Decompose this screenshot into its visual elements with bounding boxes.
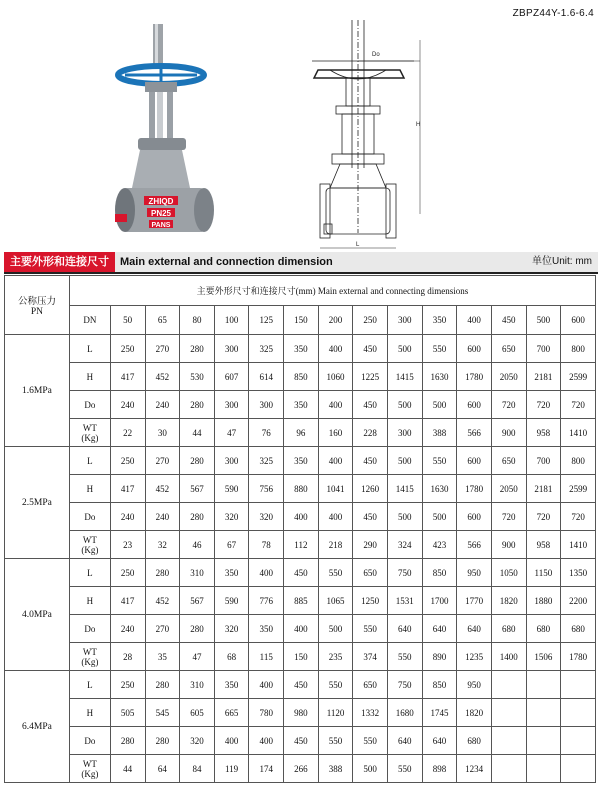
table-cell: 28 xyxy=(110,643,145,671)
table-cell: 1410 xyxy=(561,531,596,559)
table-cell: 680 xyxy=(457,727,492,755)
table-cell: 1234 xyxy=(457,755,492,783)
table-row xyxy=(5,671,596,699)
dn-value: 100 xyxy=(214,306,249,335)
table-cell: 776 xyxy=(249,587,284,615)
section-title-en: Main external and connection dimension xyxy=(120,256,333,268)
table-cell: 890 xyxy=(422,643,457,671)
table-cell: 417 xyxy=(110,475,145,503)
dimension-table xyxy=(4,275,596,783)
table-cell: 280 xyxy=(180,335,215,363)
table-cell: 250 xyxy=(110,335,145,363)
table-cell: 240 xyxy=(145,391,180,419)
table-cell: 150 xyxy=(284,643,319,671)
table-cell: 250 xyxy=(110,671,145,699)
row-label: Do xyxy=(69,391,110,419)
valve-photo xyxy=(115,24,214,232)
table-cell: 280 xyxy=(180,615,215,643)
table-cell: 680 xyxy=(526,615,561,643)
table-cell xyxy=(526,727,561,755)
table-cell: 850 xyxy=(422,559,457,587)
table-cell: 417 xyxy=(110,587,145,615)
table-cell: 650 xyxy=(353,559,388,587)
table-cell: 400 xyxy=(284,503,319,531)
table-cell xyxy=(561,671,596,699)
table-cell: 566 xyxy=(457,419,492,447)
table-cell: 450 xyxy=(353,447,388,475)
table-row xyxy=(5,447,596,475)
drawing-label-do: Do xyxy=(372,52,380,58)
dn-value: 200 xyxy=(318,306,353,335)
table-cell: 47 xyxy=(214,419,249,447)
table-cell: 607 xyxy=(214,363,249,391)
table-cell: 300 xyxy=(387,419,422,447)
table-cell: 850 xyxy=(422,671,457,699)
table-cell: 1250 xyxy=(353,587,388,615)
dn-row xyxy=(5,306,596,335)
table-cell xyxy=(561,699,596,727)
dimensions-header: 主要外形尺寸和连接尺寸(mm) Main external and connecting dimensions xyxy=(69,276,595,306)
table-cell: 900 xyxy=(491,419,526,447)
drawing-label-l: L xyxy=(356,242,360,248)
table-cell: 84 xyxy=(180,755,215,783)
table-cell: 1235 xyxy=(457,643,492,671)
table-cell: 958 xyxy=(526,419,561,447)
table-row xyxy=(5,531,596,559)
table-cell: 280 xyxy=(180,503,215,531)
dn-value: 65 xyxy=(145,306,180,335)
table-cell: 228 xyxy=(353,419,388,447)
table-cell: 2200 xyxy=(561,587,596,615)
table-cell: 680 xyxy=(561,615,596,643)
table-cell: 1506 xyxy=(526,643,561,671)
table-cell xyxy=(491,671,526,699)
table-cell: 400 xyxy=(318,447,353,475)
table-cell: 665 xyxy=(214,699,249,727)
table-cell: 452 xyxy=(145,363,180,391)
row-label: H xyxy=(69,587,110,615)
table-cell: 270 xyxy=(145,447,180,475)
table-cell: 1400 xyxy=(491,643,526,671)
table-cell: 44 xyxy=(110,755,145,783)
dn-value: 80 xyxy=(180,306,215,335)
table-cell: 750 xyxy=(387,671,422,699)
section-unit: 单位Unit: mm xyxy=(532,256,592,267)
table-cell: 452 xyxy=(145,475,180,503)
table-cell: 2599 xyxy=(561,475,596,503)
table-cell: 500 xyxy=(387,335,422,363)
table-cell: 500 xyxy=(387,503,422,531)
table-cell: 96 xyxy=(284,419,319,447)
table-cell: 756 xyxy=(249,475,284,503)
table-cell: 700 xyxy=(526,335,561,363)
table-cell: 567 xyxy=(180,475,215,503)
valve-drawing xyxy=(312,20,420,248)
table-cell: 1680 xyxy=(387,699,422,727)
dn-value: 125 xyxy=(249,306,284,335)
table-cell: 240 xyxy=(110,503,145,531)
dn-value: 50 xyxy=(110,306,145,335)
table-cell: 400 xyxy=(249,671,284,699)
table-cell: 800 xyxy=(561,447,596,475)
table-cell: 566 xyxy=(457,531,492,559)
table-cell: 850 xyxy=(284,363,319,391)
table-cell: 590 xyxy=(214,475,249,503)
table-cell: 1225 xyxy=(353,363,388,391)
table-cell: 400 xyxy=(249,559,284,587)
table-cell: 1050 xyxy=(491,559,526,587)
table-cell: 310 xyxy=(180,671,215,699)
table-row xyxy=(5,643,596,671)
table-cell: 23 xyxy=(110,531,145,559)
table-cell: 290 xyxy=(353,531,388,559)
table-cell: 270 xyxy=(145,615,180,643)
table-cell: 30 xyxy=(145,419,180,447)
table-cell: 1260 xyxy=(353,475,388,503)
table-row xyxy=(5,363,596,391)
table-cell xyxy=(491,727,526,755)
table-cell xyxy=(561,755,596,783)
table-cell: 640 xyxy=(387,727,422,755)
table-cell: 505 xyxy=(110,699,145,727)
table-cell: 324 xyxy=(387,531,422,559)
dn-value: 600 xyxy=(561,306,596,335)
table-cell: 680 xyxy=(491,615,526,643)
table-cell: 640 xyxy=(457,615,492,643)
row-label: L xyxy=(69,559,110,587)
table-cell: 550 xyxy=(353,615,388,643)
table-row xyxy=(5,727,596,755)
row-label: L xyxy=(69,335,110,363)
table-cell: 550 xyxy=(353,727,388,755)
dn-value: 450 xyxy=(491,306,526,335)
table-cell: 300 xyxy=(249,391,284,419)
table-cell: 350 xyxy=(284,335,319,363)
section-title-cn: 主要外形和连接尺寸 xyxy=(4,252,115,272)
table-cell: 1770 xyxy=(457,587,492,615)
row-label: H xyxy=(69,699,110,727)
table-cell: 550 xyxy=(318,671,353,699)
row-label: Do xyxy=(69,503,110,531)
table-cell: 614 xyxy=(249,363,284,391)
table-row xyxy=(5,503,596,531)
pressure-class: 4.0MPa xyxy=(5,559,70,671)
table-cell: 2599 xyxy=(561,363,596,391)
table-cell: 1745 xyxy=(422,699,457,727)
table-cell: 218 xyxy=(318,531,353,559)
table-cell: 650 xyxy=(491,335,526,363)
table-row xyxy=(5,391,596,419)
table-cell: 550 xyxy=(387,643,422,671)
table-cell: 2050 xyxy=(491,475,526,503)
table-cell: 160 xyxy=(318,419,353,447)
table-cell: 417 xyxy=(110,363,145,391)
table-cell: 550 xyxy=(387,755,422,783)
table-cell: 500 xyxy=(318,615,353,643)
table-cell: 720 xyxy=(561,503,596,531)
dn-value: 400 xyxy=(457,306,492,335)
table-cell: 388 xyxy=(318,755,353,783)
table-cell: 1630 xyxy=(422,363,457,391)
row-label: H xyxy=(69,475,110,503)
table-cell: 700 xyxy=(526,447,561,475)
table-cell: 750 xyxy=(387,559,422,587)
row-label: Do xyxy=(69,615,110,643)
table-cell: 1820 xyxy=(491,587,526,615)
table-cell: 640 xyxy=(387,615,422,643)
table-cell: 280 xyxy=(110,727,145,755)
pressure-header: 公称压力 PN xyxy=(5,276,70,335)
table-cell: 1700 xyxy=(422,587,457,615)
table-cell xyxy=(526,699,561,727)
table-row xyxy=(5,755,596,783)
table-cell: 280 xyxy=(145,559,180,587)
pressure-class: 6.4MPa xyxy=(5,671,70,783)
pressure-class: 1.6MPa xyxy=(5,335,70,447)
table-cell: 600 xyxy=(457,391,492,419)
table-cell xyxy=(561,727,596,755)
table-row xyxy=(5,587,596,615)
table-cell: 1065 xyxy=(318,587,353,615)
table-cell: 567 xyxy=(180,587,215,615)
table-cell: 350 xyxy=(214,671,249,699)
table-cell: 400 xyxy=(249,727,284,755)
product-figures xyxy=(0,18,602,250)
table-cell: 400 xyxy=(318,391,353,419)
table-cell: 1120 xyxy=(318,699,353,727)
table-cell xyxy=(491,755,526,783)
table-cell: 450 xyxy=(353,503,388,531)
table-cell: 266 xyxy=(284,755,319,783)
table-row xyxy=(5,475,596,503)
table-cell: 1150 xyxy=(526,559,561,587)
table-cell: 76 xyxy=(249,419,284,447)
table-cell: 350 xyxy=(214,559,249,587)
table-cell: 47 xyxy=(180,643,215,671)
table-cell: 174 xyxy=(249,755,284,783)
row-label: Do xyxy=(69,727,110,755)
table-cell: 898 xyxy=(422,755,457,783)
table-cell: 2181 xyxy=(526,475,561,503)
table-cell: 115 xyxy=(249,643,284,671)
table-cell: 350 xyxy=(249,615,284,643)
table-cell: 280 xyxy=(145,671,180,699)
table-cell: 1410 xyxy=(561,419,596,447)
table-cell: 320 xyxy=(214,615,249,643)
table-cell: 400 xyxy=(284,615,319,643)
table-cell: 640 xyxy=(422,727,457,755)
table-cell: 900 xyxy=(491,531,526,559)
table-row xyxy=(5,335,596,363)
table-cell: 450 xyxy=(353,335,388,363)
table-header-row xyxy=(5,276,596,306)
table-cell: 240 xyxy=(110,615,145,643)
table-cell: 545 xyxy=(145,699,180,727)
table-cell: 1630 xyxy=(422,475,457,503)
table-cell: 1060 xyxy=(318,363,353,391)
table-cell: 325 xyxy=(249,447,284,475)
table-cell: 320 xyxy=(180,727,215,755)
table-cell: 44 xyxy=(180,419,215,447)
table-row xyxy=(5,615,596,643)
table-cell: 450 xyxy=(353,391,388,419)
table-cell: 550 xyxy=(318,727,353,755)
table-cell: 550 xyxy=(422,447,457,475)
table-cell: 46 xyxy=(180,531,215,559)
table-cell: 650 xyxy=(491,447,526,475)
dn-value: 250 xyxy=(353,306,388,335)
table-cell: 112 xyxy=(284,531,319,559)
table-cell: 400 xyxy=(318,335,353,363)
table-cell: 720 xyxy=(526,391,561,419)
table-cell: 500 xyxy=(387,447,422,475)
table-cell: 1780 xyxy=(561,643,596,671)
dn-value: 300 xyxy=(387,306,422,335)
table-cell: 64 xyxy=(145,755,180,783)
table-cell: 885 xyxy=(284,587,319,615)
table-cell: 1415 xyxy=(387,363,422,391)
table-cell: 235 xyxy=(318,643,353,671)
table-cell: 2181 xyxy=(526,363,561,391)
table-cell: 720 xyxy=(491,503,526,531)
table-cell: 720 xyxy=(526,503,561,531)
table-cell: 300 xyxy=(214,391,249,419)
table-cell: 640 xyxy=(422,615,457,643)
table-cell: 500 xyxy=(422,391,457,419)
table-cell: 605 xyxy=(180,699,215,727)
table-cell: 452 xyxy=(145,587,180,615)
row-label: WT (Kg) xyxy=(69,419,110,447)
row-label: WT (Kg) xyxy=(69,531,110,559)
table-cell: 500 xyxy=(422,503,457,531)
table-cell: 320 xyxy=(214,503,249,531)
table-cell: 300 xyxy=(214,447,249,475)
table-cell: 720 xyxy=(561,391,596,419)
table-cell: 119 xyxy=(214,755,249,783)
dn-label: DN xyxy=(69,306,110,335)
table-cell: 240 xyxy=(145,503,180,531)
valve-body-mark-1: ZHIQD xyxy=(148,197,174,206)
table-cell: 78 xyxy=(249,531,284,559)
table-cell: 880 xyxy=(284,475,319,503)
table-cell: 240 xyxy=(110,391,145,419)
valve-body-mark-2: PN25 xyxy=(150,209,172,218)
table-cell: 530 xyxy=(180,363,215,391)
row-label: WT (Kg) xyxy=(69,643,110,671)
model-code: ZBPZ44Y-1.6-6.4 xyxy=(512,8,594,19)
table-cell: 500 xyxy=(387,391,422,419)
table-cell: 280 xyxy=(180,391,215,419)
table-cell xyxy=(526,671,561,699)
table-cell: 550 xyxy=(318,559,353,587)
table-cell: 250 xyxy=(110,447,145,475)
table-cell xyxy=(526,755,561,783)
table-cell: 550 xyxy=(422,335,457,363)
table-cell: 780 xyxy=(249,699,284,727)
table-cell: 67 xyxy=(214,531,249,559)
dn-value: 500 xyxy=(526,306,561,335)
table-cell: 720 xyxy=(491,391,526,419)
table-cell: 650 xyxy=(353,671,388,699)
dn-value: 150 xyxy=(284,306,319,335)
table-row xyxy=(5,559,596,587)
table-cell: 423 xyxy=(422,531,457,559)
table-cell: 1880 xyxy=(526,587,561,615)
table-cell: 68 xyxy=(214,643,249,671)
valve-body-mark-3: PANS xyxy=(151,222,171,229)
pressure-class: 2.5MPa xyxy=(5,447,70,559)
row-label: L xyxy=(69,447,110,475)
table-cell: 980 xyxy=(284,699,319,727)
table-cell: 500 xyxy=(353,755,388,783)
table-cell: 300 xyxy=(214,335,249,363)
table-cell: 590 xyxy=(214,587,249,615)
table-cell: 450 xyxy=(284,559,319,587)
table-cell: 958 xyxy=(526,531,561,559)
table-cell: 800 xyxy=(561,335,596,363)
table-cell: 1041 xyxy=(318,475,353,503)
table-cell: 2050 xyxy=(491,363,526,391)
section-banner xyxy=(4,252,598,274)
table-cell: 35 xyxy=(145,643,180,671)
table-cell: 400 xyxy=(318,503,353,531)
row-label: WT (Kg) xyxy=(69,755,110,783)
table-row xyxy=(5,419,596,447)
table-cell: 32 xyxy=(145,531,180,559)
table-cell: 1415 xyxy=(387,475,422,503)
table-cell: 350 xyxy=(284,391,319,419)
table-cell: 280 xyxy=(145,727,180,755)
dn-value: 350 xyxy=(422,306,457,335)
table-cell: 350 xyxy=(284,447,319,475)
table-cell: 1332 xyxy=(353,699,388,727)
drawing-label-h: H xyxy=(416,122,421,128)
row-label: L xyxy=(69,671,110,699)
table-cell: 1350 xyxy=(561,559,596,587)
table-cell: 374 xyxy=(353,643,388,671)
table-cell xyxy=(491,699,526,727)
table-cell: 1780 xyxy=(457,363,492,391)
table-cell: 1820 xyxy=(457,699,492,727)
table-cell: 600 xyxy=(457,447,492,475)
table-cell: 950 xyxy=(457,559,492,587)
table-row xyxy=(5,699,596,727)
table-cell: 22 xyxy=(110,419,145,447)
table-cell: 320 xyxy=(249,503,284,531)
table-cell: 270 xyxy=(145,335,180,363)
table-cell: 400 xyxy=(214,727,249,755)
table-cell: 310 xyxy=(180,559,215,587)
table-cell: 280 xyxy=(180,447,215,475)
table-cell: 450 xyxy=(284,727,319,755)
table-cell: 1531 xyxy=(387,587,422,615)
table-cell: 325 xyxy=(249,335,284,363)
table-cell: 950 xyxy=(457,671,492,699)
table-cell: 600 xyxy=(457,503,492,531)
table-cell: 450 xyxy=(284,671,319,699)
table-cell: 250 xyxy=(110,559,145,587)
table-cell: 600 xyxy=(457,335,492,363)
table-cell: 388 xyxy=(422,419,457,447)
row-label: H xyxy=(69,363,110,391)
table-cell: 1780 xyxy=(457,475,492,503)
